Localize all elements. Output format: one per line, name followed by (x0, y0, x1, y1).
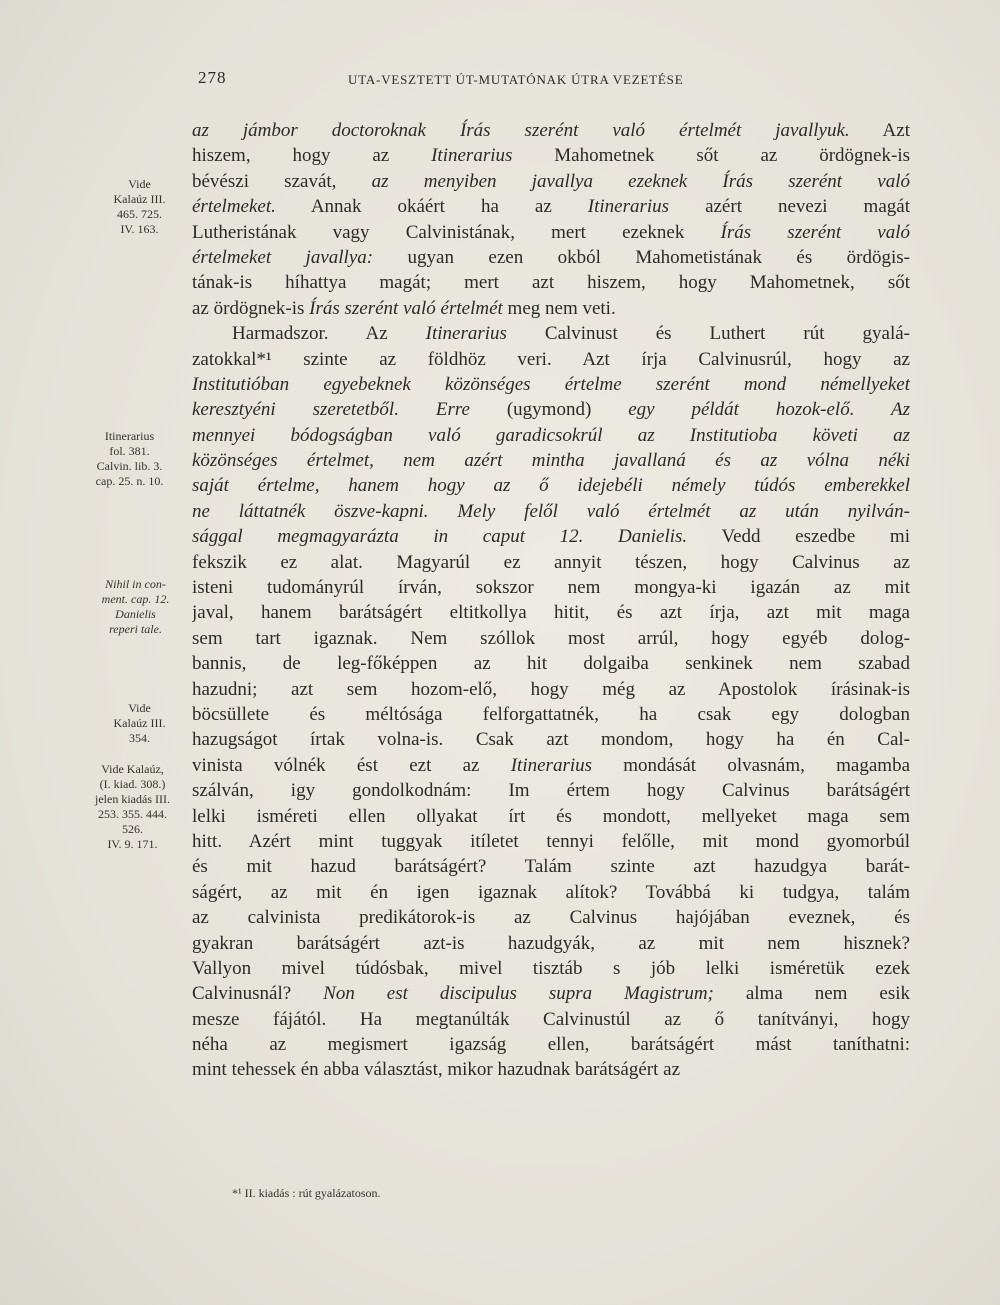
text-line (192, 270, 910, 295)
margin-note-line: Vide (128, 177, 151, 191)
text-line (192, 118, 910, 143)
text-line (192, 981, 910, 1006)
text-line (192, 804, 910, 829)
text-segment: Lutheristának vagy Calvinistának, mert ezeknek (192, 221, 721, 243)
text-segment: zatokkal*¹ szinte az földhöz veri. Azt írja Calvinusrúl, hogy az (192, 348, 910, 370)
text-line (192, 372, 910, 397)
text-segment: tának-is híhattya magát; mert azt hiszem, hogy Mahometnek, sőt (192, 272, 910, 294)
italic-text-segment: ne láttatnék öszve-kapni. Mely felől való értelmét az után nyilván- (192, 500, 910, 522)
margin-note-line: (I. kiad. 308.) (99, 777, 166, 791)
margin-note-line: Kalaúz III. (113, 716, 166, 730)
text-line (192, 1032, 910, 1057)
text-segment: bévészi szavát, (192, 170, 372, 192)
text-segment: isteni tudományrúl írván, sokszor nem mongya-ki igazán az mit (192, 577, 910, 599)
text-line (192, 626, 910, 651)
text-line (192, 854, 910, 879)
text-segment: fekszik ez alat. Magyarúl ez annyit tészen, hogy Calvinus az (192, 551, 910, 573)
italic-text-segment: sággal megmagyarázta in caput 12. Danielis. (192, 526, 688, 548)
text-segment: sem tart igaznak. Nem szóllok most arrúl, hogy egyéb dolog- (192, 627, 910, 649)
text-line (192, 143, 910, 168)
text-line (192, 473, 910, 498)
margin-note-4 (92, 701, 187, 746)
text-line (192, 753, 910, 778)
text-segment: szálván, igy gondolkodnám: Im értem hogy Calvinus barátságért (192, 780, 910, 802)
text-line (192, 448, 910, 473)
text-line (192, 956, 910, 981)
text-line (192, 499, 910, 524)
italic-text-segment: egy példát hozok-elő. Az (628, 399, 910, 421)
text-segment: hitt. Azért mint tuggyak itíletet tennyi felőlle, mit mond gyomorbúl (192, 830, 910, 852)
margin-note-line: IV. 9. 171. (107, 837, 158, 851)
text-segment: az ördögnek-is (192, 297, 310, 319)
text-segment: javal, hanem barátságért eltitkollya hitit, és azt írja, azt mit maga (192, 602, 910, 624)
italic-text-segment: Itinerarius (510, 754, 593, 776)
text-segment: mesze fájától. Ha megtanúlták Calvinustúl az ő tanítványi, hogy (192, 1008, 910, 1030)
text-line (192, 397, 910, 422)
margin-note-line: Nihil in con- (105, 577, 166, 591)
italic-text-segment: értelmeket. (192, 196, 276, 218)
margin-note-line: fol. 381. (109, 444, 150, 458)
text-line (192, 423, 910, 448)
text-segment: Azt (849, 120, 910, 141)
italic-text-segment: keresztyéni szeretetből. Erre (192, 399, 470, 421)
text-segment: böcsüllete és méltósága felforgattatnék, ha csak egy dologban (192, 703, 910, 725)
text-segment: Harmadszor. Az (232, 323, 426, 345)
margin-note-line: ment. cap. 12. (101, 592, 170, 606)
margin-note-line: Calvin. lib. 3. (96, 459, 163, 473)
text-line (192, 651, 910, 676)
margin-note-line: Danielis (115, 607, 156, 621)
text-line (192, 220, 910, 245)
text-segment: bannis, de leg-főképpen az hit dolgaiba senkinek nem szabad (192, 653, 910, 675)
text-line (192, 169, 910, 194)
text-line (192, 524, 910, 549)
margin-note-2 (82, 429, 177, 489)
text-line (192, 727, 910, 752)
text-segment: hiszem, hogy az (192, 145, 432, 167)
margin-note-3 (88, 577, 183, 637)
text-segment: néha az megismert igazság ellen, barátságért mást taníthatni: (192, 1034, 910, 1056)
text-line (192, 321, 910, 346)
text-line (192, 931, 910, 956)
italic-text-segment: értelmeket javallya: (192, 246, 374, 268)
body-text (192, 118, 910, 1083)
text-line (192, 829, 910, 854)
text-segment: hazugságot írtak volna-is. Csak azt mondom, hogy ha én Cal- (192, 729, 910, 751)
text-line (192, 778, 910, 803)
italic-text-segment: saját értelme, hanem hogy az ő idejebéli némely túdós emberekkel (192, 475, 910, 497)
text-segment: vinista vólnék ést ezt az (192, 754, 511, 776)
text-segment: Calvinust és Luthert rút gyalá- (506, 323, 910, 345)
italic-text-segment: Írás szerént való értelmét (309, 297, 503, 319)
text-line (192, 194, 910, 219)
margin-note-line: reperi tale. (109, 622, 162, 636)
italic-text-segment: Non est discipulus supra Magistrum; (323, 983, 714, 1005)
text-segment: mint tehessek én abba választást, mikor hazudnak barátságért az (192, 1059, 680, 1081)
text-segment: Calvinusnál? (192, 983, 324, 1005)
italic-text-segment: mennyei bódogságban való garadicsokrúl az Institutioba követi az (192, 424, 910, 446)
margin-note-1 (92, 177, 187, 237)
text-segment: alma nem esik (713, 983, 910, 1005)
margin-note-line: Vide Kalaúz, (101, 762, 164, 776)
text-segment: hazudni; azt sem hozom-elő, hogy még az Apostolok írásinak-is (192, 678, 910, 700)
text-line (192, 1007, 910, 1032)
italic-text-segment: Írás szerént való (720, 221, 910, 243)
margin-note-line: 526. (122, 822, 143, 836)
text-line (192, 296, 910, 321)
text-segment: (ugymond) (469, 399, 629, 421)
text-segment: meg nem veti. (502, 297, 616, 319)
margin-note-line: 354. (129, 731, 150, 745)
text-line (192, 550, 910, 575)
margin-note-line: 465. 725. (117, 207, 162, 221)
italic-text-segment: az jámbor doctoroknak Írás szerént való értelmét javallyuk. (192, 120, 850, 141)
margin-note-line: jelen kiadás III. (95, 792, 170, 806)
page-number: 278 (198, 68, 227, 87)
margin-note-5 (85, 762, 180, 852)
text-segment: lelki isméreti ellen ollyakat írt és mondott, mellyeket maga sem (192, 805, 910, 827)
footnote: *¹ II. kiadás : rút gyalázatoson. (232, 1186, 381, 1200)
text-line (192, 1057, 910, 1082)
margin-note-line: IV. 163. (120, 222, 159, 236)
text-segment: gyakran barátságért azt-is hazudgyák, az mit nem hisznek? (192, 932, 910, 954)
italic-text-segment: Itinerarius (425, 323, 507, 345)
margin-note-line: Vide (128, 701, 151, 715)
text-segment: Mahometnek sőt az ördögnek-is (512, 145, 910, 167)
text-line (192, 702, 910, 727)
text-line (192, 245, 910, 270)
italic-text-segment: közönséges értelmet, nem azért mintha javallaná és az vólna néki (192, 450, 910, 472)
text-segment: ugyan ezen okból Mahometistának és ördögis- (373, 246, 910, 268)
text-segment: Vedd eszedbe mi (687, 526, 910, 548)
italic-text-segment: Itinerarius (431, 145, 513, 167)
text-segment: mondását olvasnám, magamba (592, 754, 910, 776)
page-header (198, 68, 910, 98)
italic-text-segment: az menyiben javallya ezeknek Írás szerént való (371, 170, 910, 192)
italic-text-segment: Itinerarius (587, 196, 670, 218)
text-line (192, 600, 910, 625)
text-segment: Vallyon mivel túdósbak, mivel tisztáb s jób lelki isméretük ezek (192, 957, 910, 979)
text-segment: ságért, az mit én igen igaznak alítok? Továbbá ki tudgya, talám (192, 881, 910, 903)
margin-note-line: Kalaúz III. (113, 192, 166, 206)
text-line (192, 880, 910, 905)
text-segment: az calvinista predikátorok-is az Calvinus hajójában eveznek, és (192, 907, 910, 929)
text-line (192, 575, 910, 600)
text-line (192, 677, 910, 702)
italic-text-segment: Institutióban egyebeknek közönséges értelme szerént mond némellyeket (192, 373, 910, 395)
running-title: UTA-VESZTETT ÚT-MUTATÓNAK ÚTRA VEZETÉSE (348, 72, 684, 87)
text-segment: azért nevezi magát (669, 196, 910, 218)
text-line (192, 347, 910, 372)
margin-note-line: Itinerarius (104, 429, 155, 443)
text-segment: Annak okáért ha az (275, 196, 588, 218)
margin-note-line: 253. 355. 444. (98, 807, 167, 821)
margin-note-line: cap. 25. n. 10. (95, 474, 164, 488)
text-line (192, 905, 910, 930)
text-segment: és mit hazud barátságért? Talám szinte azt hazudgya barát- (192, 856, 910, 878)
